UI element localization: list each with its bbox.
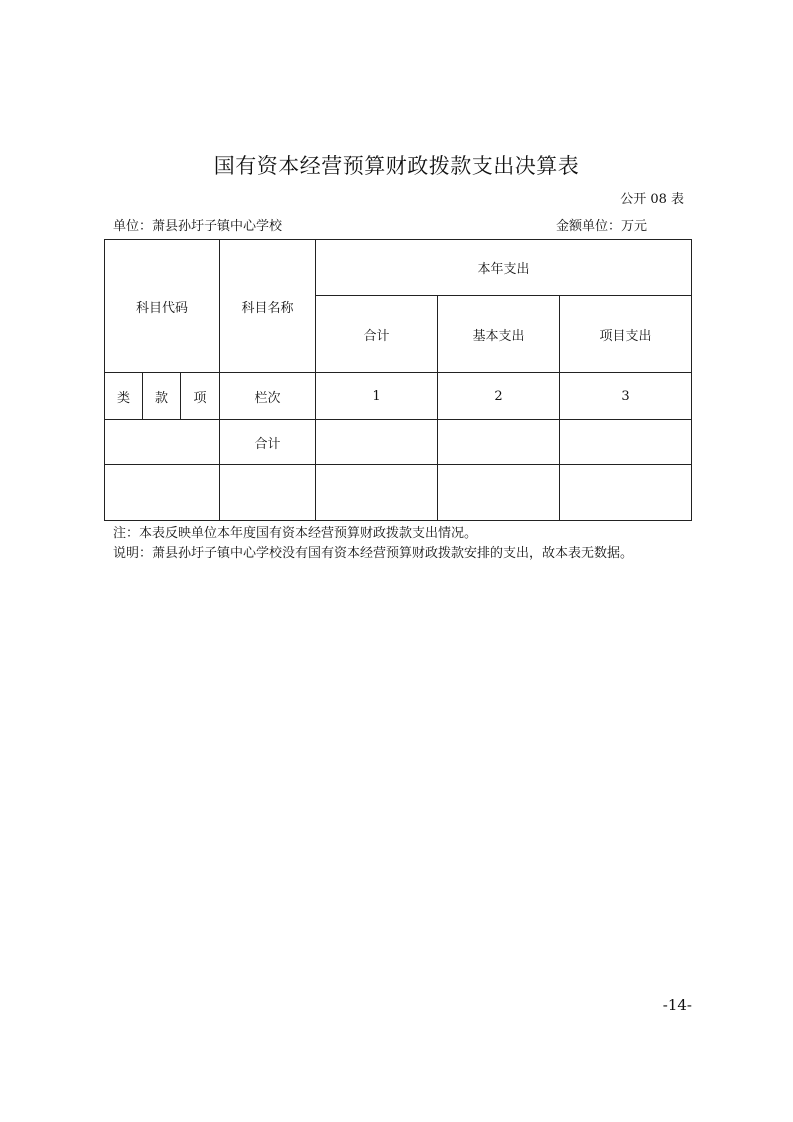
total-value-cell bbox=[316, 420, 438, 465]
page-number: -14- bbox=[662, 996, 692, 1014]
header-basic-cell: 基本支出 bbox=[438, 296, 560, 373]
col-xiang-cell: 项 bbox=[181, 373, 220, 420]
empty-code-cell bbox=[105, 465, 220, 521]
col-3-cell: 3 bbox=[560, 373, 692, 420]
expense-table bbox=[104, 239, 692, 521]
money-unit-label: 金额单位：万元 bbox=[556, 219, 648, 234]
header-total-cell: 合计 bbox=[316, 296, 438, 373]
empty-total-cell bbox=[316, 465, 438, 521]
header-project-cell: 项目支出 bbox=[560, 296, 692, 373]
note-line-2: 说明：萧县孙圩子镇中心学校没有国有资本经营预算财政拨款安排的支出，故本表无数据。 bbox=[113, 546, 634, 561]
empty-basic-cell bbox=[438, 465, 560, 521]
table-header-row bbox=[105, 240, 692, 296]
total-basic-cell bbox=[438, 420, 560, 465]
total-project-cell bbox=[560, 420, 692, 465]
table-total-row bbox=[105, 420, 692, 465]
col-kuan-cell: 款 bbox=[143, 373, 181, 420]
form-number: 公开 08 表 bbox=[620, 192, 684, 207]
empty-project-cell bbox=[560, 465, 692, 521]
total-label-cell: 合计 bbox=[220, 420, 316, 465]
col-2-cell: 2 bbox=[438, 373, 560, 420]
empty-name-cell bbox=[220, 465, 316, 521]
table-column-index-row bbox=[105, 373, 692, 420]
note-line-1: 注：本表反映单位本年度国有资本经营预算财政拨款支出情况。 bbox=[113, 526, 478, 541]
col-1-cell: 1 bbox=[316, 373, 438, 420]
page-title: 国有资本经营预算财政拨款支出决算表 bbox=[213, 154, 580, 178]
col-lanci-cell: 栏次 bbox=[220, 373, 316, 420]
unit-label: 单位：萧县孙圩子镇中心学校 bbox=[113, 219, 283, 234]
header-code-cell: 科目代码 bbox=[105, 240, 220, 373]
table-empty-row bbox=[105, 465, 692, 521]
notes bbox=[113, 524, 633, 564]
header-name-cell: 科目名称 bbox=[220, 240, 316, 373]
col-lei-cell: 类 bbox=[105, 373, 143, 420]
header-year-expense-cell: 本年支出 bbox=[316, 240, 692, 296]
total-code-cell bbox=[105, 420, 220, 465]
